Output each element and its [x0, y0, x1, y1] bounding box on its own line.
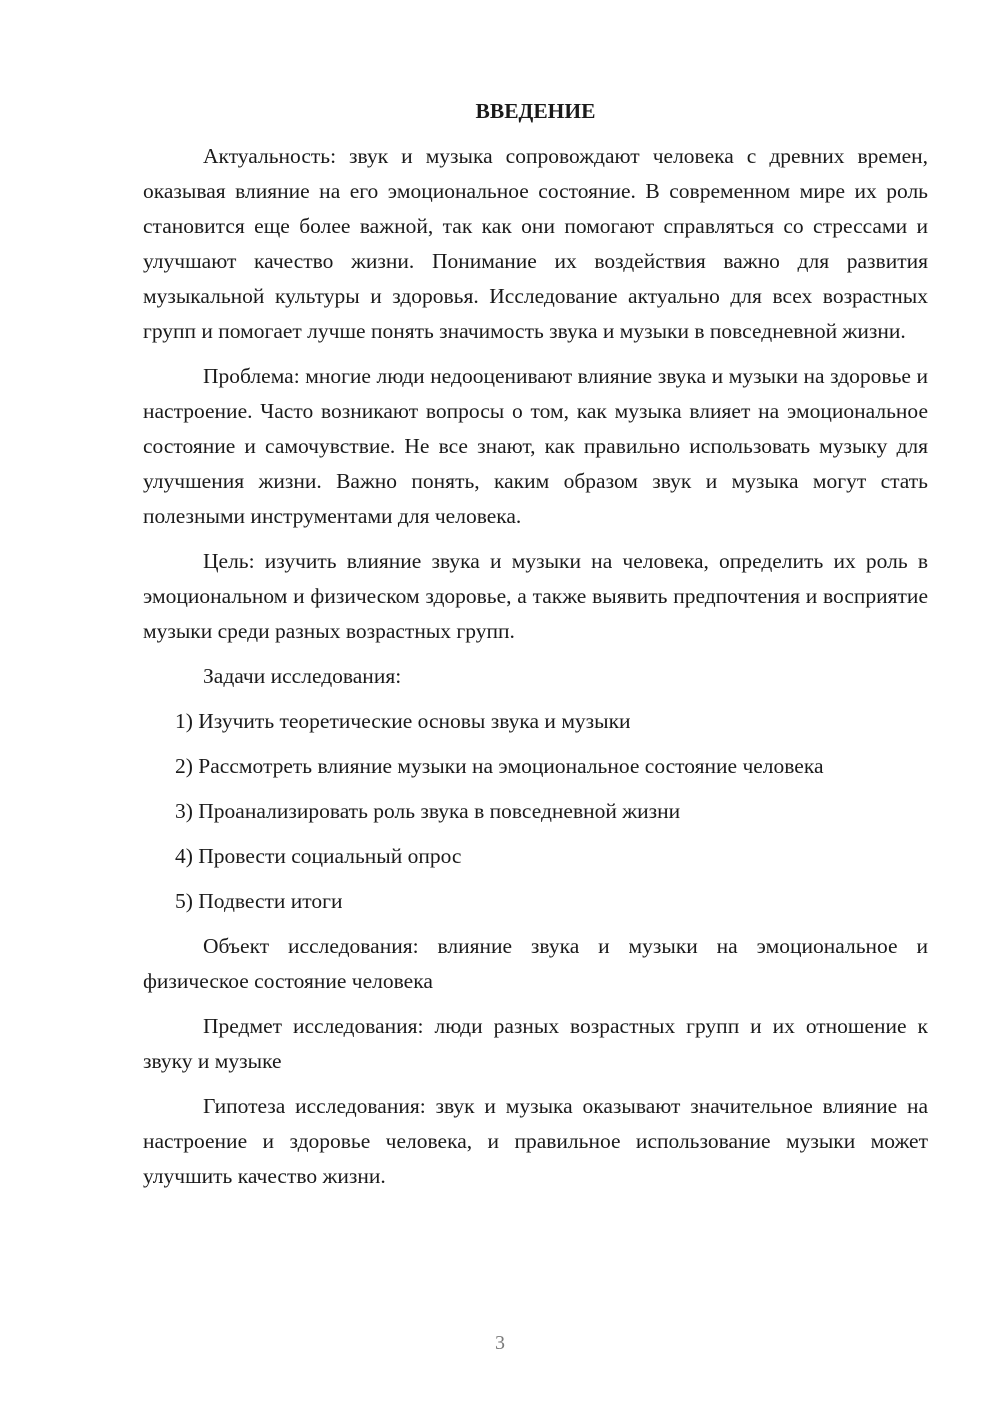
page-number: 3: [495, 1332, 505, 1354]
paragraph-relevance: Актуальность: звук и музыка сопровождают человека с древних времен, оказывая влияние на его эмоциональное состояние. В современном мире их роль становится еще более важной, так как они помогают справляться со стрессами и улучшают качество жизни. Понимание их воздействия важно для развития музыкальной культуры и здоровья. Исследование актуально для всех возрастных групп и помогает лучше понять значимость звука и музыки в повседневной жизни.: [143, 144, 928, 343]
paragraph-problem: Проблема: многие люди недооценивают влияние звука и музыки на здоровье и настроение. Часто возникают вопросы о том, как музыка влияет на эмоциональное состояние и самочувствие. Не все знают, как правильно использовать музыку для улучшения жизни. Важно понять, каким образом звук и музыка могут стать полезными инструментами для человека.: [143, 364, 928, 528]
task-item: 3) Проанализировать роль звука в повседневной жизни: [175, 799, 681, 823]
paragraph-hypothesis: Гипотеза исследования: звук и музыка оказывают значительное влияние на настроение и здоровье человека, и правильное использование музыки может улучшить качество жизни.: [143, 1094, 928, 1188]
task-item: 5) Подвести итоги: [175, 889, 343, 913]
paragraph-object: Объект исследования: влияние звука и музыки на эмоциональное и физическое состояние человека: [143, 934, 928, 993]
task-item: 4) Провести социальный опрос: [175, 844, 462, 868]
tasks-title: Задачи исследования:: [203, 664, 402, 688]
document-page: [143, 96, 928, 1204]
task-item: 1) Изучить теоретические основы звука и музыки: [175, 709, 631, 733]
task-item: 2) Рассмотреть влияние музыки на эмоциональное состояние человека: [175, 754, 824, 778]
paragraph-subject: Предмет исследования: люди разных возрастных групп и их отношение к звуку и музыке: [143, 1014, 928, 1073]
section-heading: ВВЕДЕНИЕ: [475, 99, 596, 123]
paragraph-goal: Цель: изучить влияние звука и музыки на человека, определить их роль в эмоциональном и физическом здоровье, а также выявить предпочтения и восприятие музыки среди разных возрастных групп.: [143, 549, 928, 643]
